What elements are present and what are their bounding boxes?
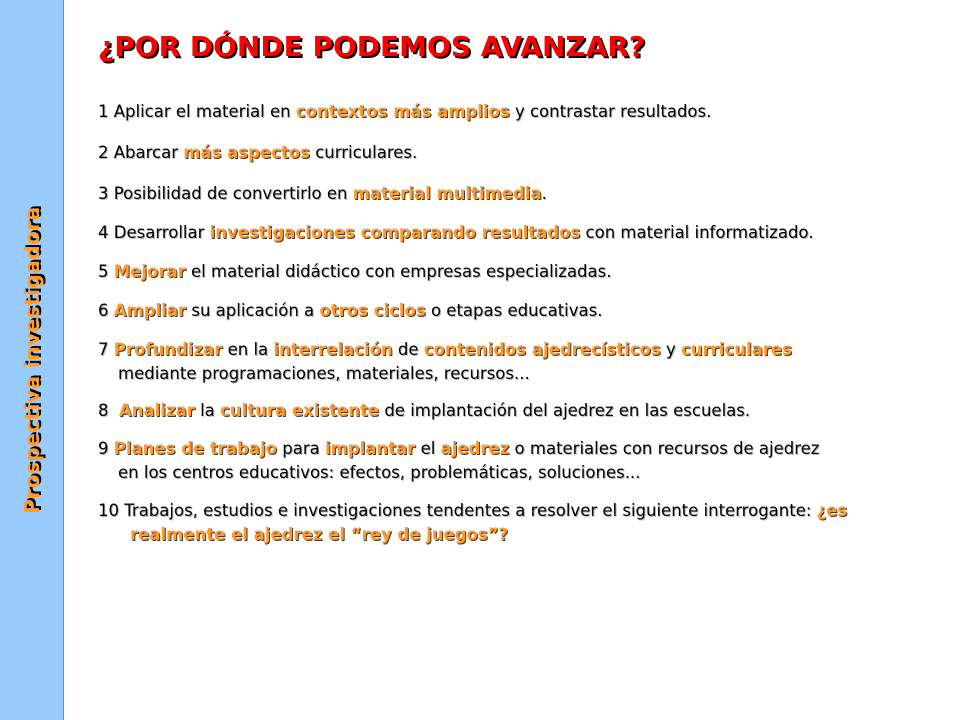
highlight: Mejorar (113, 262, 186, 281)
item-text: para (276, 439, 325, 458)
item-line (98, 437, 958, 461)
highlight: Ampliar (113, 301, 187, 320)
highlight: otros ciclos (319, 301, 426, 320)
highlight: realmente el ajedrez el “rey de juegos”? (130, 525, 509, 544)
item-text: Posibilidad de convertirlo en (113, 184, 353, 203)
item-text: 4 (98, 223, 109, 242)
list-item (98, 499, 958, 547)
highlight: interrelación (273, 340, 393, 359)
highlight: material multimedia (352, 184, 542, 203)
list-item (98, 299, 958, 323)
highlight: más aspectos (183, 143, 310, 162)
list-item (98, 221, 958, 245)
highlight: investigaciones comparando resultados (209, 223, 581, 242)
item-line: en los centros educativos: efectos, problemáticas, soluciones... (118, 463, 641, 482)
item-text: 7 (98, 340, 109, 359)
highlight: Planes de trabajo (113, 439, 277, 458)
list-item (98, 338, 958, 386)
item-text: en la (222, 340, 274, 359)
item-text: 3 (98, 184, 109, 203)
list-item (98, 260, 958, 284)
item-text: o materiales con recursos de ajedrez (509, 439, 820, 458)
item-text: 10 (98, 501, 119, 520)
item-text: Abarcar (113, 143, 184, 162)
list-item (98, 141, 958, 165)
highlight: implantar (324, 439, 416, 458)
item-text: con material informatizado. (580, 223, 814, 242)
list-item (98, 437, 958, 485)
item-text: su aplicación a (186, 301, 320, 320)
item-line: mediante programaciones, materiales, recursos... (118, 364, 530, 383)
item-text: o etapas educativas. (425, 301, 603, 320)
item-text: Trabajos, estudios e investigaciones tendentes a resolver el siguiente interrogante: (124, 501, 817, 520)
item-text: . (541, 184, 547, 203)
list-item (98, 399, 958, 423)
highlight: contextos más amplios (295, 102, 510, 121)
list-item (98, 182, 958, 206)
item-text: 5 (98, 262, 109, 281)
item-text: y contrastar resultados. (509, 102, 712, 121)
sidebar-panel (0, 0, 64, 720)
highlight: Analizar (119, 401, 195, 420)
item-text: 9 (98, 439, 109, 458)
item-text: Desarrollar (113, 223, 210, 242)
highlight: curriculares (680, 340, 792, 359)
item-text: 6 (98, 301, 109, 320)
item-text: la (194, 401, 221, 420)
item-text: el (415, 439, 441, 458)
highlight: ajedrez (440, 439, 510, 458)
sidebar-label: Prospectiva investigadora (20, 206, 44, 514)
item-text: 8 (98, 401, 109, 420)
item-text: de (392, 340, 424, 359)
highlight: ¿es (816, 501, 848, 520)
item-line (98, 338, 958, 362)
item-text: de implantación del ajedrez en las escuelas. (379, 401, 751, 420)
item-text: Aplicar el material en (113, 102, 296, 121)
item-text: curriculares. (309, 143, 418, 162)
item-text: 1 (98, 102, 109, 121)
list-item (98, 100, 958, 124)
highlight: cultura existente (220, 401, 380, 420)
item-list (98, 100, 958, 547)
page-title: ¿POR DÓNDE PODEMOS AVANZAR? (98, 30, 646, 63)
item-text: el material didáctico con empresas especializadas. (185, 262, 612, 281)
highlight: Profundizar (113, 340, 223, 359)
item-text: y (660, 340, 681, 359)
item-text: 2 (98, 143, 109, 162)
item-line (98, 499, 958, 523)
highlight: contenidos ajedrecísticos (423, 340, 661, 359)
